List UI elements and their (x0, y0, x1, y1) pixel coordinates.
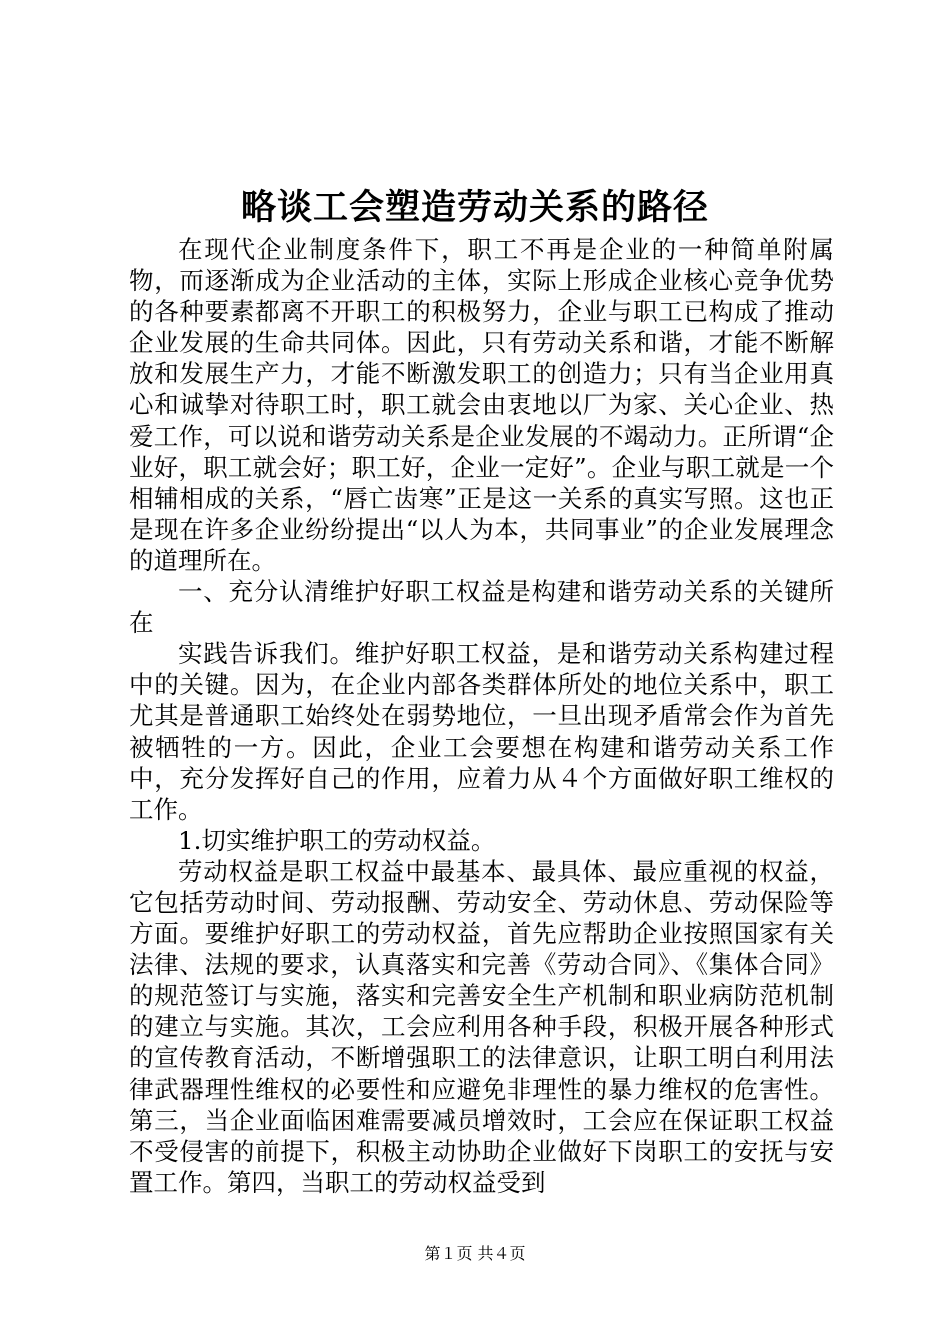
document-body (129, 234, 834, 1198)
page-number-footer: 第１页 共４页 (424, 1244, 526, 1263)
paragraph-section-1: 实践告诉我们。维护好职工权益，是和谐劳动关系构建过程中的关键。因为，在企业内部各类群体所处的地位关系中，职工尤其是普通职工始终处在弱势地位，一旦出现矛盾常会作为首先被牺牲的一方。因此，企业工会要想在构建和谐劳动关系工作中，充分发挥好自己的作用，应着力从４个方面做好职工维权的工作。 (129, 639, 834, 824)
paragraph-intro: 在现代企业制度条件下，职工不再是企业的一种简单附属物，而逐渐成为企业活动的主体，实际上形成企业核心竞争优势的各种要素都离不开职工的积极努力，企业与职工已构成了推动企业发展的生命共同体。因此，只有劳动关系和谐，才能不断解放和发展生产力，才能不断激发职工的创造力；只有当企业用真心和诚挚对待职工时，职工就会由衷地以厂为家、关心企业、热爱工作，可以说和谐劳动关系是企业发展的不竭动力。正所谓“企业好，职工就会好；职工好，企业一定好”。企业与职工就是一个相辅相成的关系，“唇亡齿寒”正是这一关系的真实写照。这也正是现在许多企业纷纷提出“以人为本，共同事业”的企业发展理念的道理所在。 (129, 235, 834, 575)
document-title: 略谈工会塑造劳动关系的路径 (240, 187, 709, 228)
subheading-1: 1.切实维护职工的劳动权益。 (178, 825, 496, 855)
paragraph-labor-rights: 劳动权益是职工权益中最基本、最具体、最应重视的权益，它包括劳动时间、劳动报酬、劳动安全、劳动休息、劳动保险等方面。要维护好职工的劳动权益，首先应帮助企业按照国家有关法律、法规的要求，认真落实和完善《劳动合同》、《集体合同》的规范签订与实施，落实和完善安全生产机制和职业病防范机制的建立与实施。其次，工会应利用各种手段，积极开展各种形式的宣传教育活动，不断增强职工的法律意识，让职工明白利用法律武器理性维权的必要性和应避免非理性的暴力维权的危害性。第三，当企业面临困难需要减员增效时，工会应在保证职工权益不受侵害的前提下，积极主动协助企业做好下岗职工的安抚与安置工作。第四，当职工的劳动权益受到 (129, 856, 834, 1197)
section-heading-1: 一、充分认清维护好职工权益是构建和谐劳动关系的关键所在 (129, 577, 834, 638)
